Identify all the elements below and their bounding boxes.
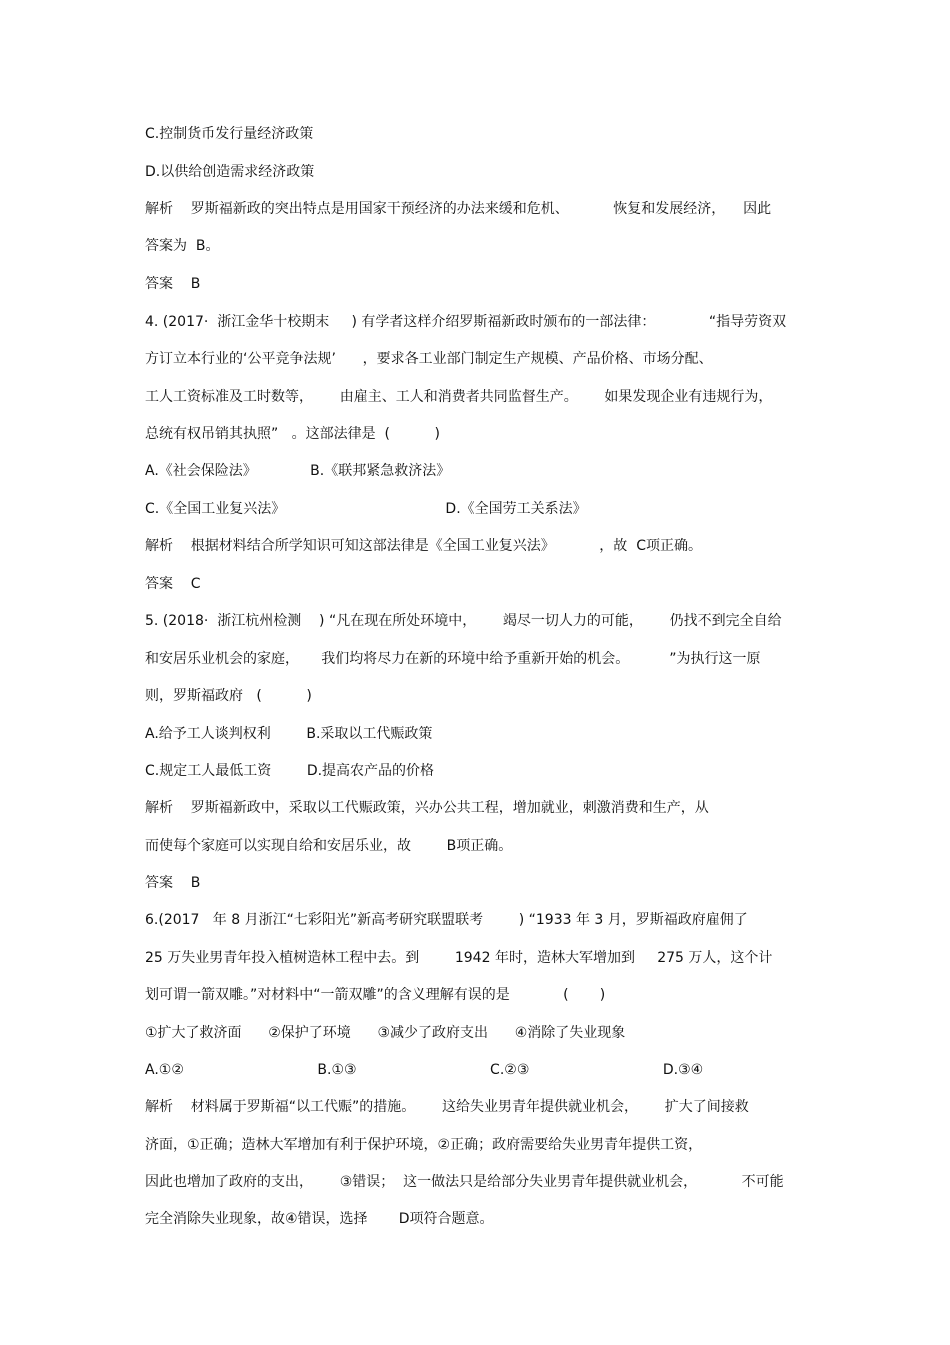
options-line: A.①② B.①③ C.②③ D.③④	[145, 1062, 704, 1078]
question-5-line: 则，罗斯福政府 ( )	[145, 688, 312, 704]
question-4-line: 工人工资标准及工时数等， 由雇主、工人和消费者共同监督生产。 如果发现企业有违规行为，	[145, 389, 773, 405]
analysis-line: 解析 根据材料结合所学知识可知这部法律是《全国工业复兴法》 ，故 C项正确。	[145, 538, 702, 554]
options-line: C.《全国工业复兴法》 D.《全国劳工关系法》	[145, 501, 587, 517]
analysis-line: 解析 材料属于罗斯福“以工代赈”的措施。 这给失业男青年提供就业机会， 扩大了间接救	[145, 1099, 749, 1115]
question-6-line: 25 万失业男青年投入植树造林工程中去。到 1942 年时，造林大军增加到 275 万人，这个计	[145, 950, 773, 966]
options-line: A.《社会保险法》 B.《联邦紧急救济法》	[145, 463, 451, 479]
analysis-line: 济面，①正确；造林大军增加有利于保护环境，②正确；政府需要给失业男青年提供工资，	[145, 1137, 703, 1153]
analysis-line: 因此也增加了政府的支出， ③错误； 这一做法只是给部分失业男青年提供就业机会， 不可能	[145, 1174, 784, 1190]
answer-line: 答案 C	[145, 576, 201, 592]
answer-line: 答案 B	[145, 276, 201, 292]
question-6-line: 6.(2017 年 8 月浙江“七彩阳光”新高考研究联盟联考 ) “1933 年 3 月，罗斯福政府雇佣了	[145, 912, 748, 928]
analysis-line: 解析 罗斯福新政中，采取以工代赈政策，兴办公共工程，增加就业，刺激消费和生产，从	[145, 800, 709, 816]
question-4-line: 4. (2017· 浙江金华十校期末 ) 有学者这样介绍罗斯福新政时颁布的一部法律： “指导劳资双	[145, 314, 787, 330]
question-6-line: 划可谓一箭双雕。”对材料中“一箭双雕”的含义理解有误的是 ( )	[145, 987, 606, 1003]
option-c-line: C.控制货币发行量经济政策	[145, 126, 314, 142]
options-line: A.给予工人谈判权利 B.采取以工代赈政策	[145, 726, 433, 742]
option-d-line: D.以供给创造需求经济政策	[145, 164, 315, 180]
analysis-line: 解析 罗斯福新政的突出特点是用国家干预经济的办法来缓和危机、 恢复和发展经济， 因此	[145, 201, 772, 217]
question-4-line: 总统有权吊销其执照” 。这部法律是 ( )	[145, 426, 440, 442]
analysis-line: 完全消除失业现象，故④错误，选择 D项符合题意。	[145, 1211, 494, 1227]
question-5-line: 5. (2018· 浙江杭州检测 ) “凡在现在所处环境中， 竭尽一切人力的可能， 仍找不到完全自给	[145, 613, 782, 629]
analysis-line: 答案为 B。	[145, 238, 220, 254]
statements-line: ①扩大了救济面 ②保护了环境 ③减少了政府支出 ④消除了失业现象	[145, 1025, 626, 1041]
answer-line: 答案 B	[145, 875, 201, 891]
question-4-line: 方订立本行业的‘公平竞争法规’ ，要求各工业部门制定生产规模、产品价格、市场分配、	[145, 351, 713, 367]
options-line: C.规定工人最低工资 D.提高农产品的价格	[145, 763, 435, 779]
analysis-line: 而使每个家庭可以实现自给和安居乐业，故 B项正确。	[145, 838, 513, 854]
question-5-line: 和安居乐业机会的家庭， 我们均将尽力在新的环境中给予重新开始的机会。 ”为执行这一原	[145, 651, 761, 667]
